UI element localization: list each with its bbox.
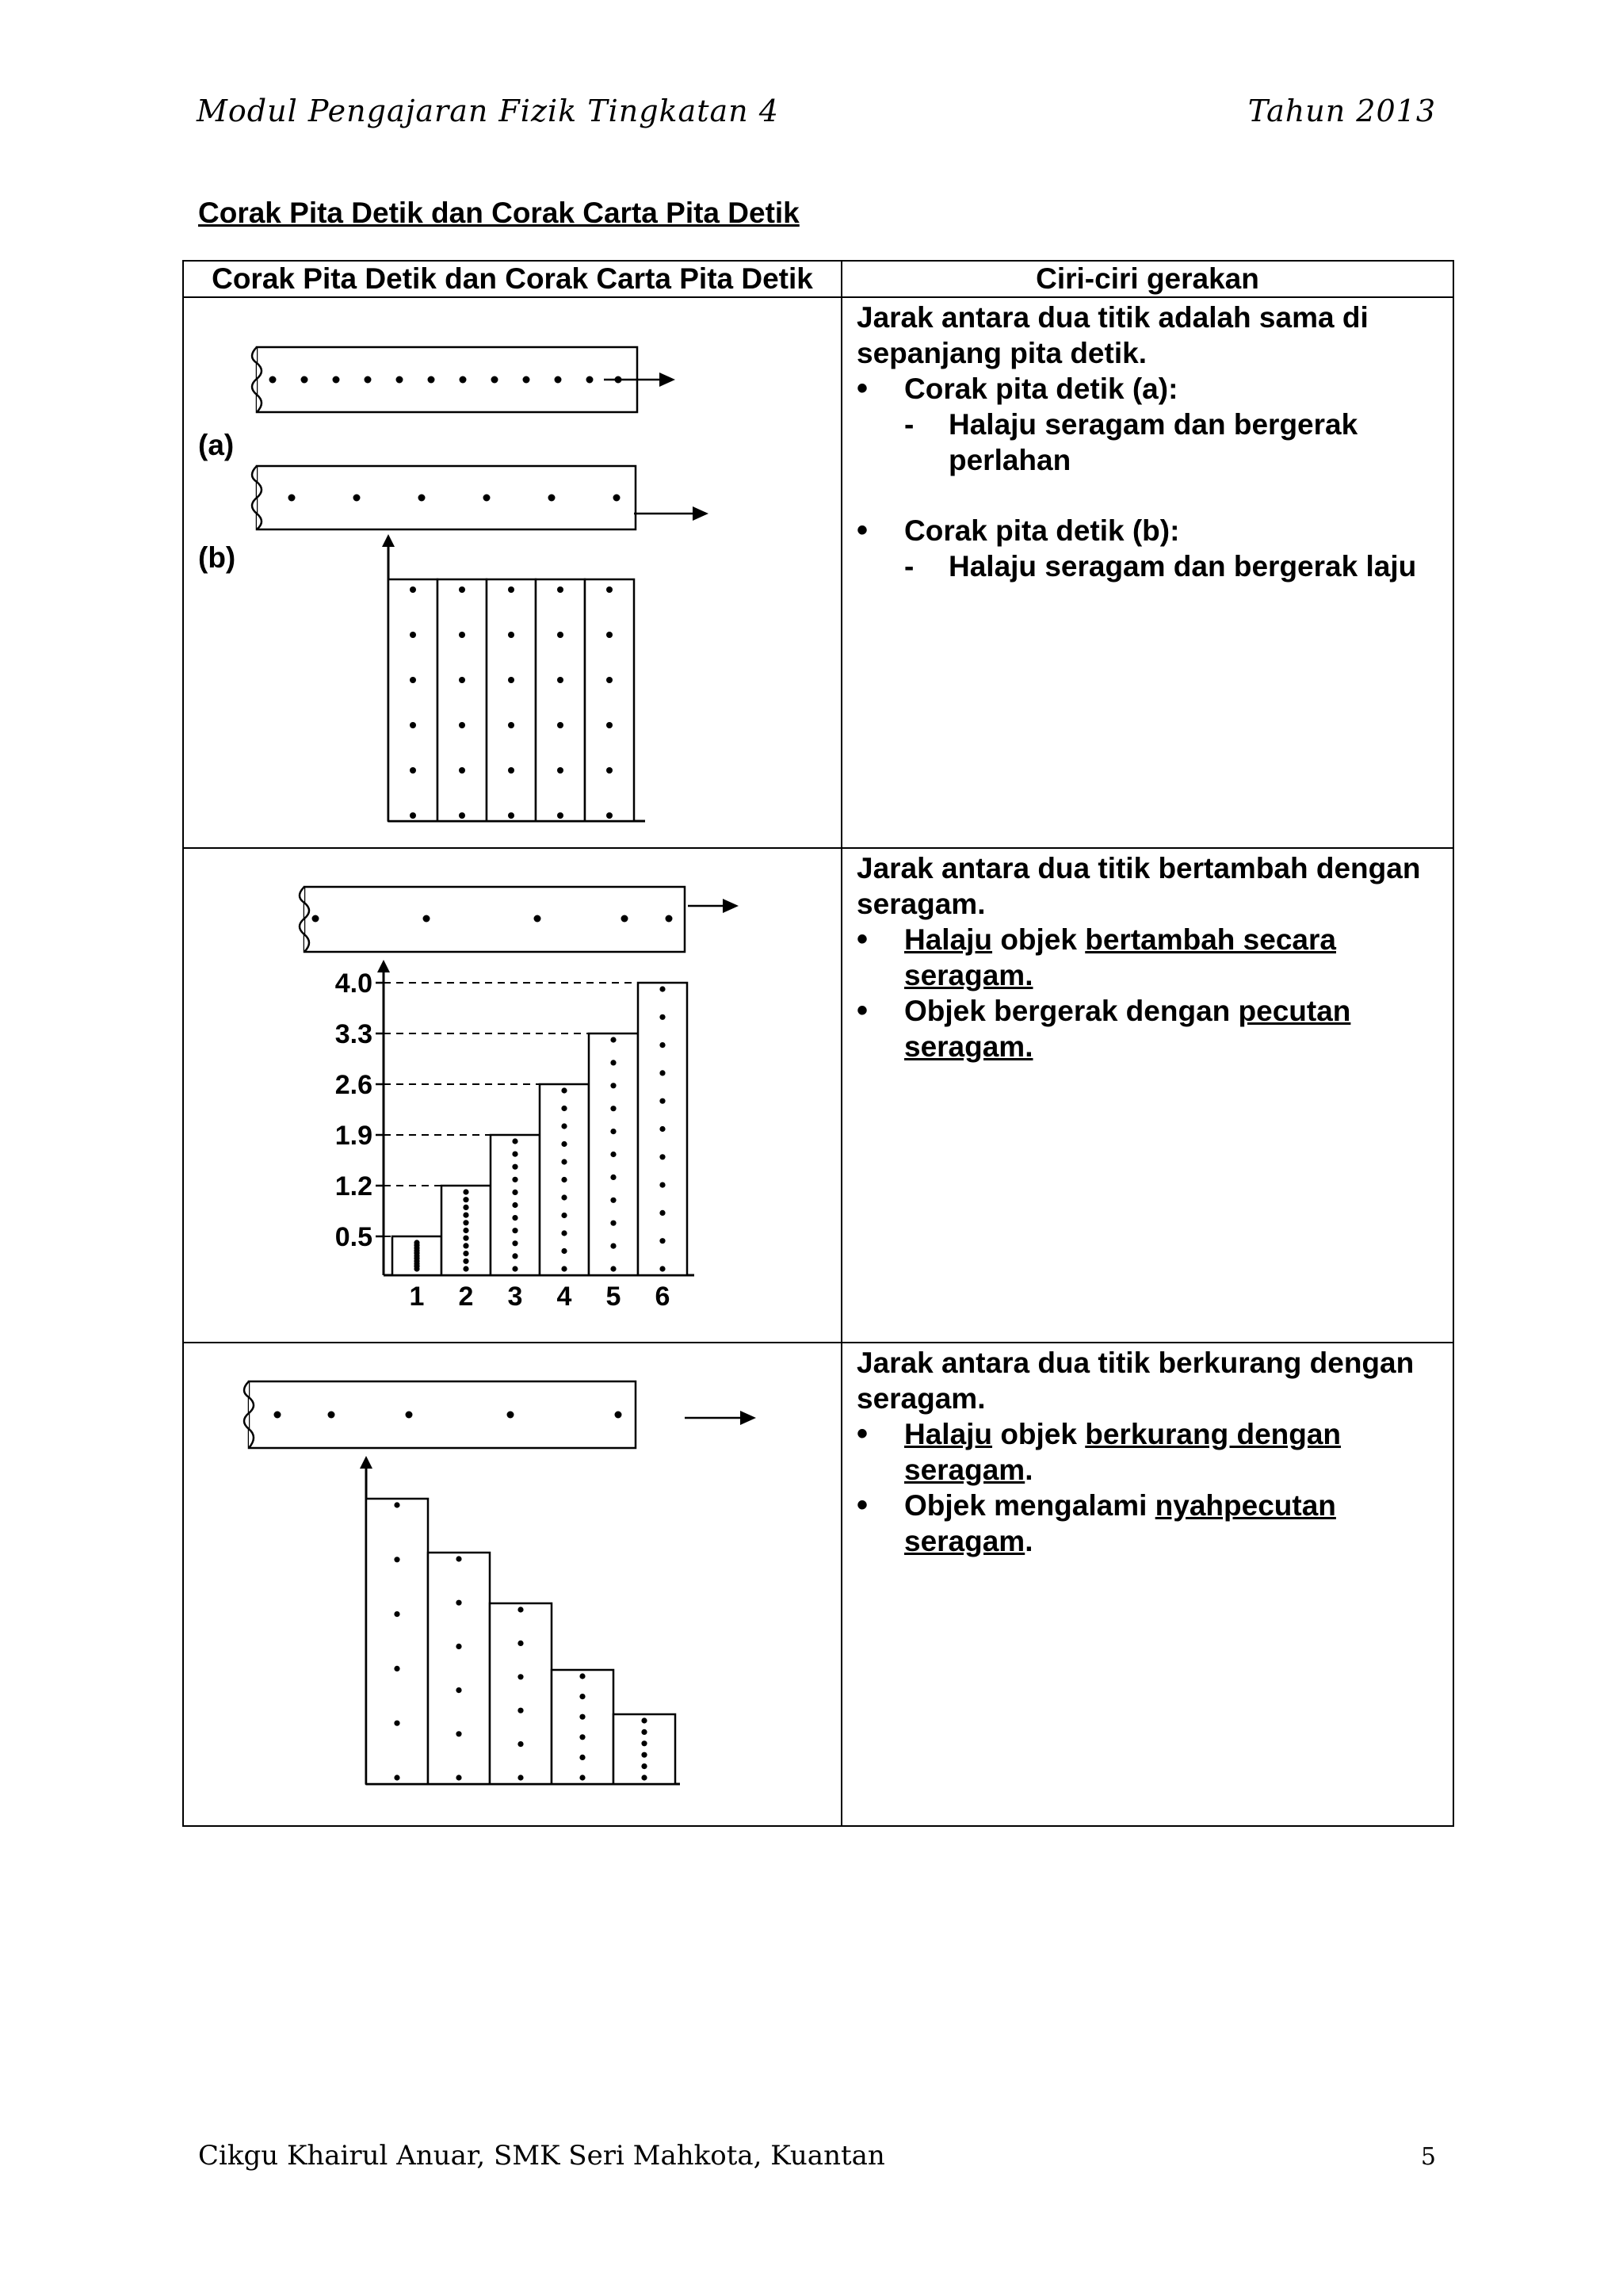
table-header-characteristics: Ciri-ciri gerakan xyxy=(842,261,1453,297)
y-tick-label: 1.2 xyxy=(334,1171,372,1201)
y-tick-label: 0.5 xyxy=(334,1222,372,1252)
row2-bullet-1: • Halaju objek bertambah secara seragam. xyxy=(857,922,1445,993)
footer-author: Cikgu Khairul Anuar, SMK Seri Mahkota, Kuantan xyxy=(198,2140,885,2172)
y-tick-label: 2.6 xyxy=(334,1070,372,1100)
page-number: 5 xyxy=(1420,2143,1436,2171)
row3-bullet-2: • Objek mengalami nyahpecutan seragam. xyxy=(857,1488,1445,1559)
header-right: Tahun 2013 xyxy=(1247,94,1436,128)
characteristics-uniform-acceleration xyxy=(842,848,1453,1343)
acceleration-figure xyxy=(184,849,841,1342)
row3-bullet-1: • Halaju objek berkurang dengan seragam. xyxy=(857,1416,1445,1488)
label-b: (b) xyxy=(198,541,236,574)
x-tick-label: 4 xyxy=(556,1282,572,1312)
deceleration-figure xyxy=(184,1343,841,1825)
x-tick-label: 1 xyxy=(409,1282,425,1312)
table-header-row xyxy=(183,261,1453,297)
row3-intro: Jarak antara dua titik berkurang dengan seragam. xyxy=(857,1347,1415,1415)
row1-bullet-b: • Corak pita detik (b): xyxy=(857,513,1445,548)
label-a: (a) xyxy=(198,429,235,461)
table-row xyxy=(183,848,1453,1343)
figure-uniform-velocity xyxy=(183,297,842,848)
row1-sub-a: - Halaju seragam dan bergerak perlahan xyxy=(857,407,1445,478)
header-left: Modul Pengajaran Fizik Tingkatan 4 xyxy=(197,94,779,128)
row2-bullet-2: • Objek bergerak dengan pecutan seragam. xyxy=(857,993,1445,1064)
row1-intro: Jarak antara dua titik adalah sama di sepanjang pita detik. xyxy=(857,301,1369,369)
row1-sub-b: - Halaju seragam dan bergerak laju xyxy=(857,548,1445,584)
x-tick-label: 2 xyxy=(458,1282,474,1312)
figure-uniform-acceleration xyxy=(183,848,842,1343)
y-tick-label: 4.0 xyxy=(334,968,372,999)
y-tick-label: 1.9 xyxy=(334,1121,372,1151)
ticker-tape-table xyxy=(182,260,1454,1827)
row2-intro: Jarak antara dua titik bertambah dengan seragam. xyxy=(857,852,1421,920)
characteristics-uniform-deceleration xyxy=(842,1343,1453,1826)
uniform-velocity-figure xyxy=(184,298,841,847)
figure-uniform-deceleration xyxy=(183,1343,842,1826)
x-tick-label: 3 xyxy=(507,1282,523,1312)
table-row xyxy=(183,1343,1453,1826)
x-tick-label: 5 xyxy=(605,1282,621,1312)
section-title: Corak Pita Detik dan Corak Carta Pita Detik xyxy=(198,197,800,229)
table-header-pattern: Corak Pita Detik dan Corak Carta Pita Detik xyxy=(183,261,842,297)
characteristics-uniform-velocity xyxy=(842,297,1453,848)
row1-bullet-a: • Corak pita detik (a): xyxy=(857,371,1445,407)
x-tick-label: 6 xyxy=(655,1282,670,1312)
y-tick-label: 3.3 xyxy=(334,1019,372,1049)
table-row xyxy=(183,297,1453,848)
